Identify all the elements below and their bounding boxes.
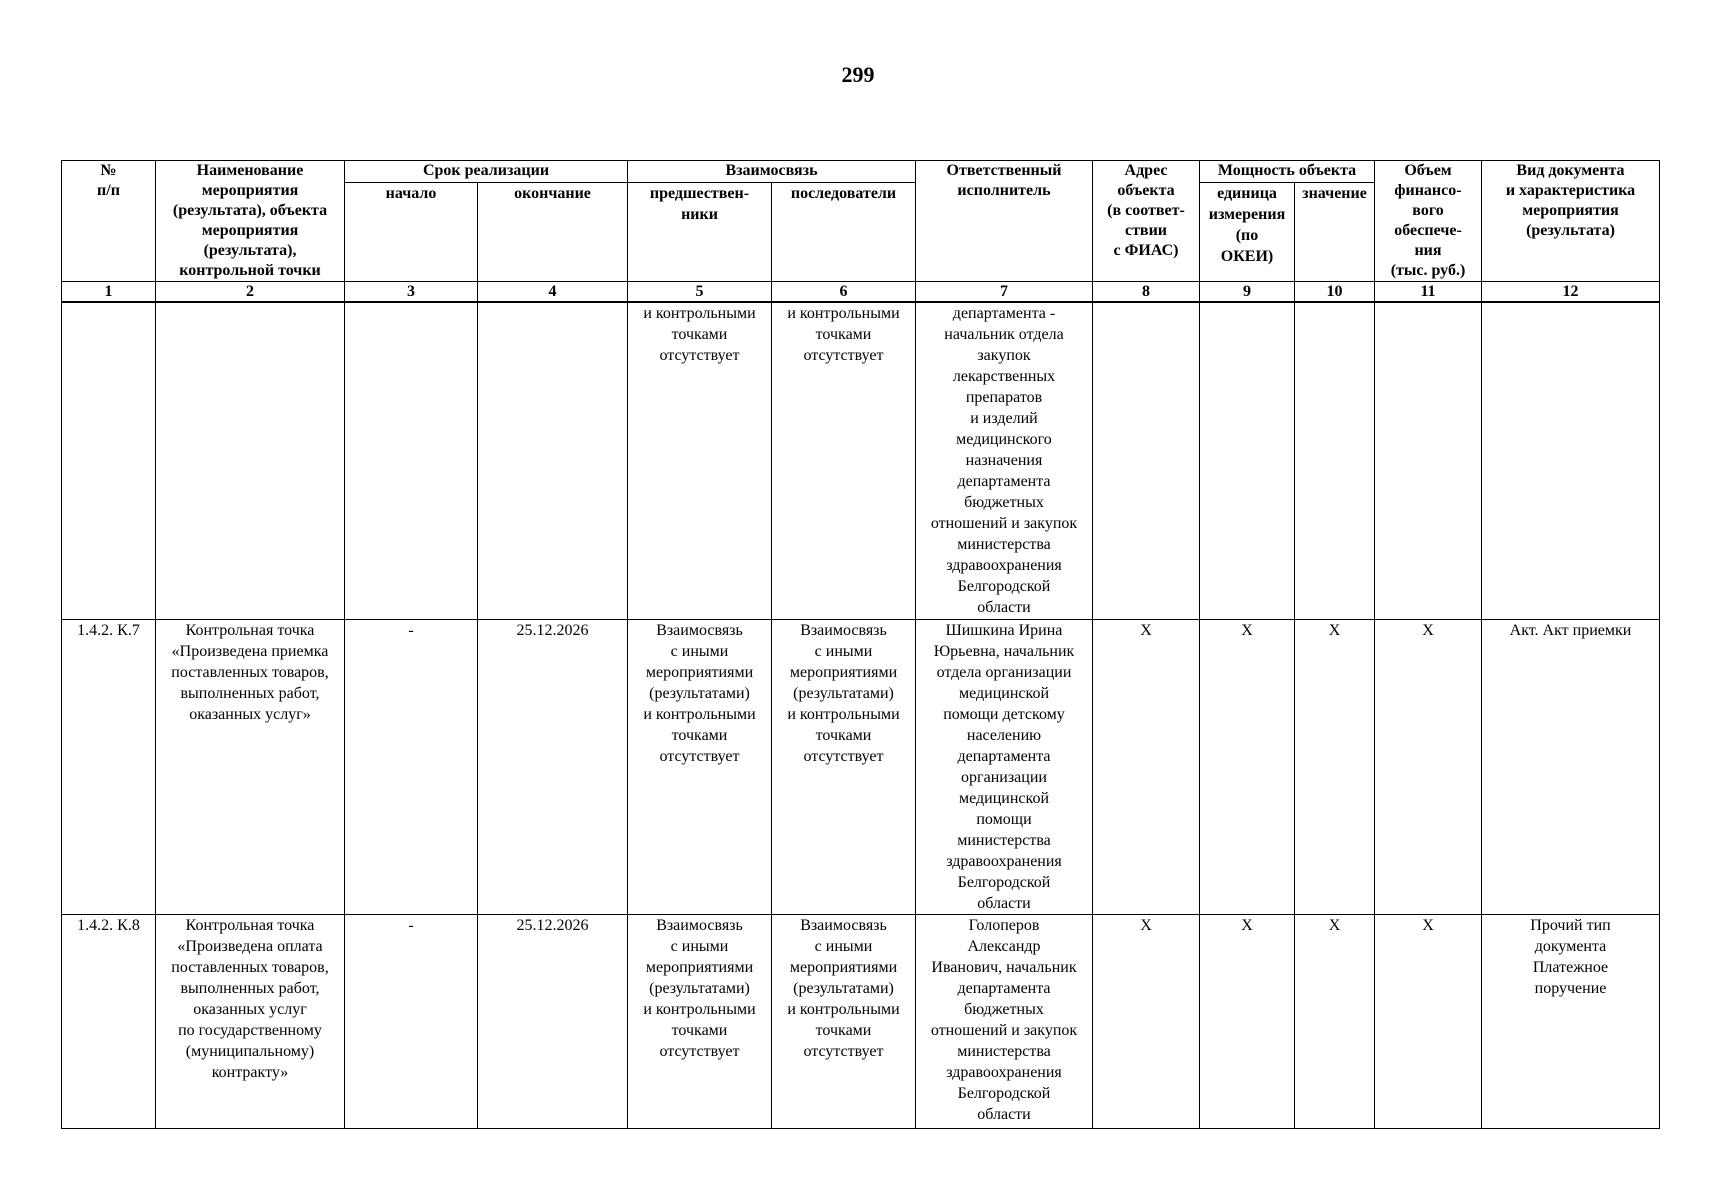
col-number: 5 — [628, 282, 772, 303]
table-row — [62, 302, 1660, 620]
header-start: начало — [345, 182, 478, 281]
cell-doc-type: Прочий тип документа Платежное поручение — [1482, 915, 1660, 1129]
header-unit: единица измерения (по ОКЕИ) — [1200, 182, 1295, 281]
cell-predecessors: Взаимосвязь с иными мероприятиями (результатами) и контрольными точками отсутствует — [628, 620, 772, 915]
col-number: 9 — [1200, 282, 1295, 303]
cell-num — [62, 302, 156, 620]
header-value: значение — [1295, 182, 1375, 281]
cell-finance — [1375, 302, 1482, 620]
cell-unit: X — [1200, 915, 1295, 1129]
header-predecessors: предшествен- ники — [628, 182, 772, 281]
cell-value — [1295, 302, 1375, 620]
cell-finance: X — [1375, 915, 1482, 1129]
cell-num: 1.4.2. К.8 — [62, 915, 156, 1129]
cell-address — [1093, 302, 1200, 620]
cell-start: - — [345, 620, 478, 915]
cell-successors: Взаимосвязь с иными мероприятиями (результатами) и контрольными точками отсутствует — [772, 915, 916, 1129]
cell-start: - — [345, 915, 478, 1129]
cell-address: X — [1093, 620, 1200, 915]
table-row — [62, 915, 1660, 1129]
cell-name: Контрольная точка «Произведена приемка поставленных товаров, выполненных работ, оказанных услуг» — [156, 620, 345, 915]
cell-address: X — [1093, 915, 1200, 1129]
cell-successors: Взаимосвязь с иными мероприятиями (результатами) и контрольными точками отсутствует — [772, 620, 916, 915]
cell-end: 25.12.2026 — [478, 915, 628, 1129]
cell-end: 25.12.2026 — [478, 620, 628, 915]
col-number: 4 — [478, 282, 628, 303]
cell-unit: X — [1200, 620, 1295, 915]
cell-predecessors: и контрольными точками отсутствует — [628, 302, 772, 620]
header-srok: Срок реализации — [345, 161, 628, 183]
cell-predecessors: Взаимосвязь с иными мероприятиями (результатами) и контрольными точками отсутствует — [628, 915, 772, 1129]
measures-table — [61, 160, 1660, 1129]
cell-doc-type: Акт. Акт приемки — [1482, 620, 1660, 915]
cell-end — [478, 302, 628, 620]
header-address: Адрес объекта (в соответ- ствии с ФИАС) — [1093, 161, 1200, 282]
col-number: 1 — [62, 282, 156, 303]
cell-finance: X — [1375, 620, 1482, 915]
header-successors: последователи — [772, 182, 916, 281]
header-name: Наименование мероприятия (результата), объекта мероприятия (результата), контрольной точки — [156, 161, 345, 282]
cell-value: X — [1295, 620, 1375, 915]
header-num: № п/п — [62, 161, 156, 282]
cell-responsible: департамента - начальник отдела закупок лекарственных препаратов и изделий медицинского назначения департамента бюджетных отношений и закупок министерства здравоохранения Белгородской области — [916, 302, 1093, 620]
col-number: 6 — [772, 282, 916, 303]
header-finance: Объем финансо- вого обеспече- ния (тыс. руб.) — [1375, 161, 1482, 282]
col-number: 12 — [1482, 282, 1660, 303]
header-doc-type: Вид документа и характеристика мероприятия (результата) — [1482, 161, 1660, 282]
col-number: 2 — [156, 282, 345, 303]
table-row — [62, 620, 1660, 915]
cell-value: X — [1295, 915, 1375, 1129]
cell-num: 1.4.2. К.7 — [62, 620, 156, 915]
col-number: 7 — [916, 282, 1093, 303]
col-number: 3 — [345, 282, 478, 303]
cell-responsible: Шишкина Ирина Юрьевна, начальник отдела организации медицинской помощи детскому населению департамента организации медицинской помощи министерства здравоохранения Белгородской области — [916, 620, 1093, 915]
header-capacity: Мощность объекта — [1200, 161, 1375, 183]
cell-responsible: Голоперов Александр Иванович, начальник департамента бюджетных отношений и закупок министерства здравоохранения Белгородской области — [916, 915, 1093, 1129]
header-vzaimosvyaz: Взаимосвязь — [628, 161, 916, 183]
header-end: окончание — [478, 182, 628, 281]
page-number: 299 — [841, 62, 875, 87]
cell-name: Контрольная точка «Произведена оплата поставленных товаров, выполненных работ, оказанных услуг по государственному (муниципальному) контракту» — [156, 915, 345, 1129]
cell-name — [156, 302, 345, 620]
cell-doc-type — [1482, 302, 1660, 620]
col-number: 8 — [1093, 282, 1200, 303]
header-responsible: Ответственный исполнитель — [916, 161, 1093, 282]
col-number: 10 — [1295, 282, 1375, 303]
cell-successors: и контрольными точками отсутствует — [772, 302, 916, 620]
cell-start — [345, 302, 478, 620]
col-number: 11 — [1375, 282, 1482, 303]
cell-unit — [1200, 302, 1295, 620]
